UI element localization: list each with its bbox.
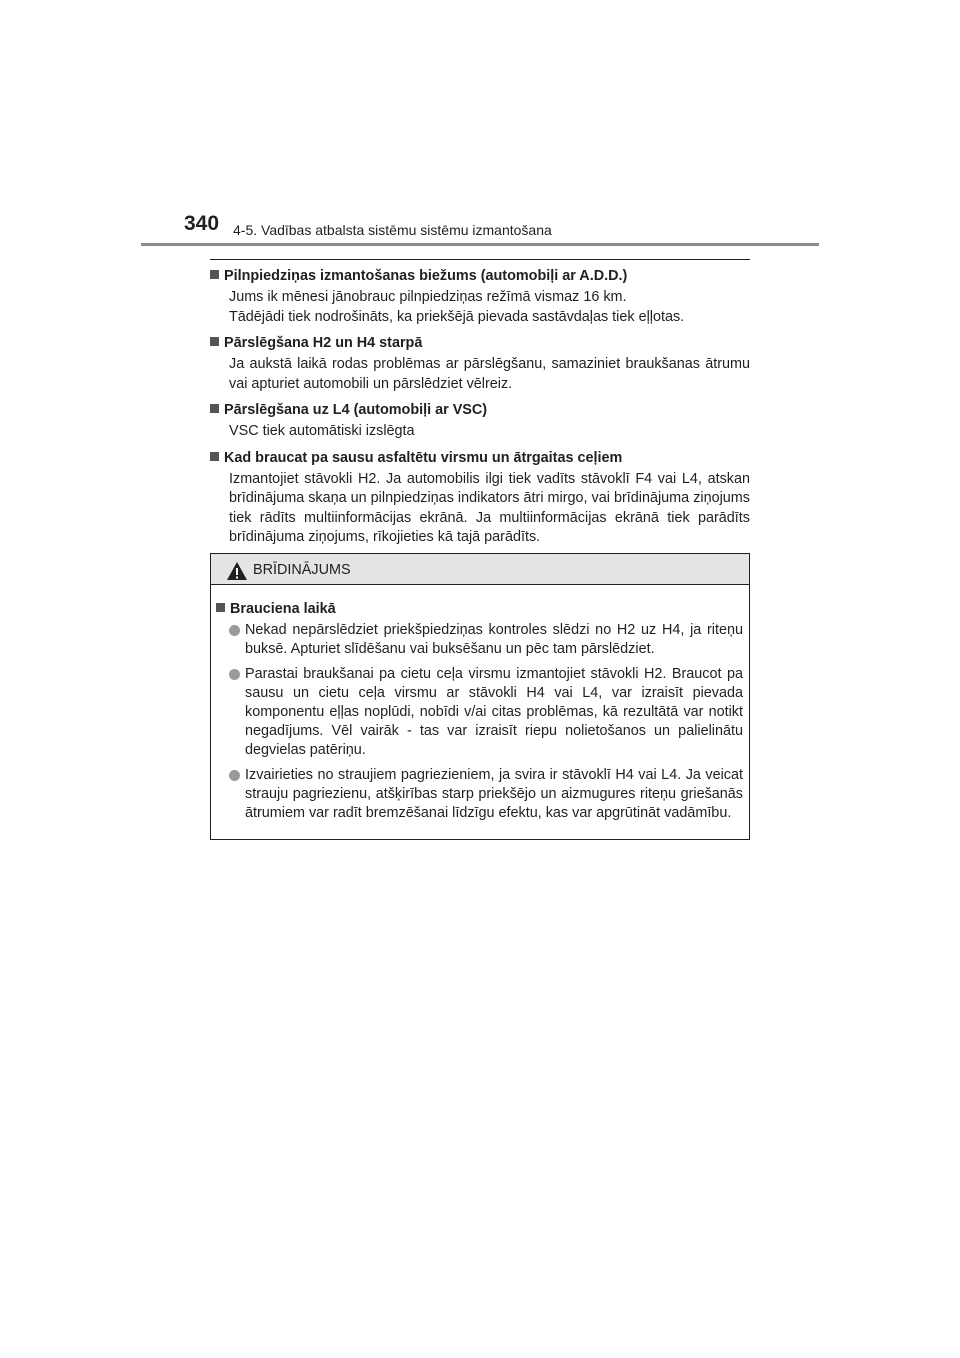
section-l4 [210,400,750,442]
section-heading-text: Kad braucat pa sausu asfaltētu virsmu un ātrgaitas ceļiem [224,449,623,466]
warning-bullet-text: Izvairieties no straujiem pagriezieniem, ja svira ir stāvoklī H4 vai L4. Ja veicat strauju pagriezienu, atšķirības starp priekšējo un aizmugures riteņu griešanās ātrumiem var radīt bremzēšanai līdzīgu efektu, kas var apgrūtināt vadāmību. [245,767,743,821]
section-text [229,422,750,442]
circle-bullet-icon [229,669,240,680]
header-rule [141,243,819,246]
warning-bullet [216,766,743,823]
section-dry-roads [210,448,750,548]
warning-body [211,585,749,823]
content-body [210,266,750,554]
section-title: 4-5. Vadības atbalsta sistēmu sistēmu izmantošana [233,222,552,238]
warning-subheading [216,599,743,619]
square-bullet-icon [210,404,219,413]
paragraph-line: Izmantojiet stāvokli H2. Ja automobilis ilgi tiek vadīts stāvoklī F4 vai L4, atskan brīdinājuma skaņa un pilnpiedziņas indikators ātri mirgo, vai brīdinājuma ziņojums tiek rādīts multiinformācijas ekrānā. Ja multiinformācijas ekrānā tiek parādīts brīdinājuma ziņojums, rīkojieties kā tajā parādīts. [229,470,750,545]
warning-subheading-text: Brauciena laikā [230,601,336,617]
section-text [229,288,750,327]
warning-bullet-text: Parastai braukšanai pa cietu ceļa virsmu izmantojiet stāvokli H2. Braucot pa sausu un cietu ceļa virsmu ar stāvokli H4 vai L4, var izraisīt pievada komponentu eļļas noplūdi, nobīdi v/ai citas problēmas, kā rezultātā var notikt negadījums. Vēl vairāk - tas var izraisīt riepu nolietošanos un palielinātu degvielas patēriņu. [245,666,743,758]
section-text [229,355,750,394]
warning-bullet [216,621,743,659]
warning-triangle-icon [226,561,248,581]
square-bullet-icon [210,452,219,461]
paragraph-line: Tādējādi tiek nodrošināts, ka priekšējā pievada sastāvdaļas tiek eļļotas. [229,308,685,325]
section-heading [210,448,750,469]
circle-bullet-icon [229,770,240,781]
circle-bullet-icon [229,625,240,636]
warning-bullet [216,665,743,760]
content-top-rule [210,259,750,260]
section-frequency [210,266,750,327]
warning-bullet-text: Nekad nepārslēdziet priekšpiedziņas kontroles slēdzi no H2 uz H4, ja riteņu buksē. Apturiet slīdēšanu vai buksēšanu un pēc tam pārslēdziet. [245,622,743,657]
paragraph-line: VSC tiek automātiski izslēgta [229,423,415,439]
page-number: 340 [184,212,220,235]
section-heading-text: Pilnpiedziņas izmantošanas biežums (automobiļi ar A.D.D.) [224,268,628,284]
warning-title: BRĪDINĀJUMS [253,562,351,578]
square-bullet-icon [210,337,219,346]
section-heading-text: Pārslēgšana H2 un H4 starpā [224,335,423,351]
square-bullet-icon [216,603,225,612]
warning-box [210,553,750,840]
square-bullet-icon [210,270,219,279]
section-heading [210,400,750,421]
warning-header [211,554,749,585]
section-heading [210,333,750,354]
page-header [0,0,960,250]
section-heading-text: Pārslēgšana uz L4 (automobiļi ar VSC) [224,402,488,418]
section-heading [210,266,750,287]
paragraph-line: Ja aukstā laikā rodas problēmas ar pārslēgšanu, samaziniet braukšanas ātrumu vai apturiet automobili un pārslēdziet vēlreiz. [229,356,750,392]
section-text [229,470,750,548]
section-h2-h4 [210,333,750,394]
paragraph-line: Jums ik mēnesi jānobrauc pilnpiedziņas režīmā vismaz 16 km. [229,289,627,305]
